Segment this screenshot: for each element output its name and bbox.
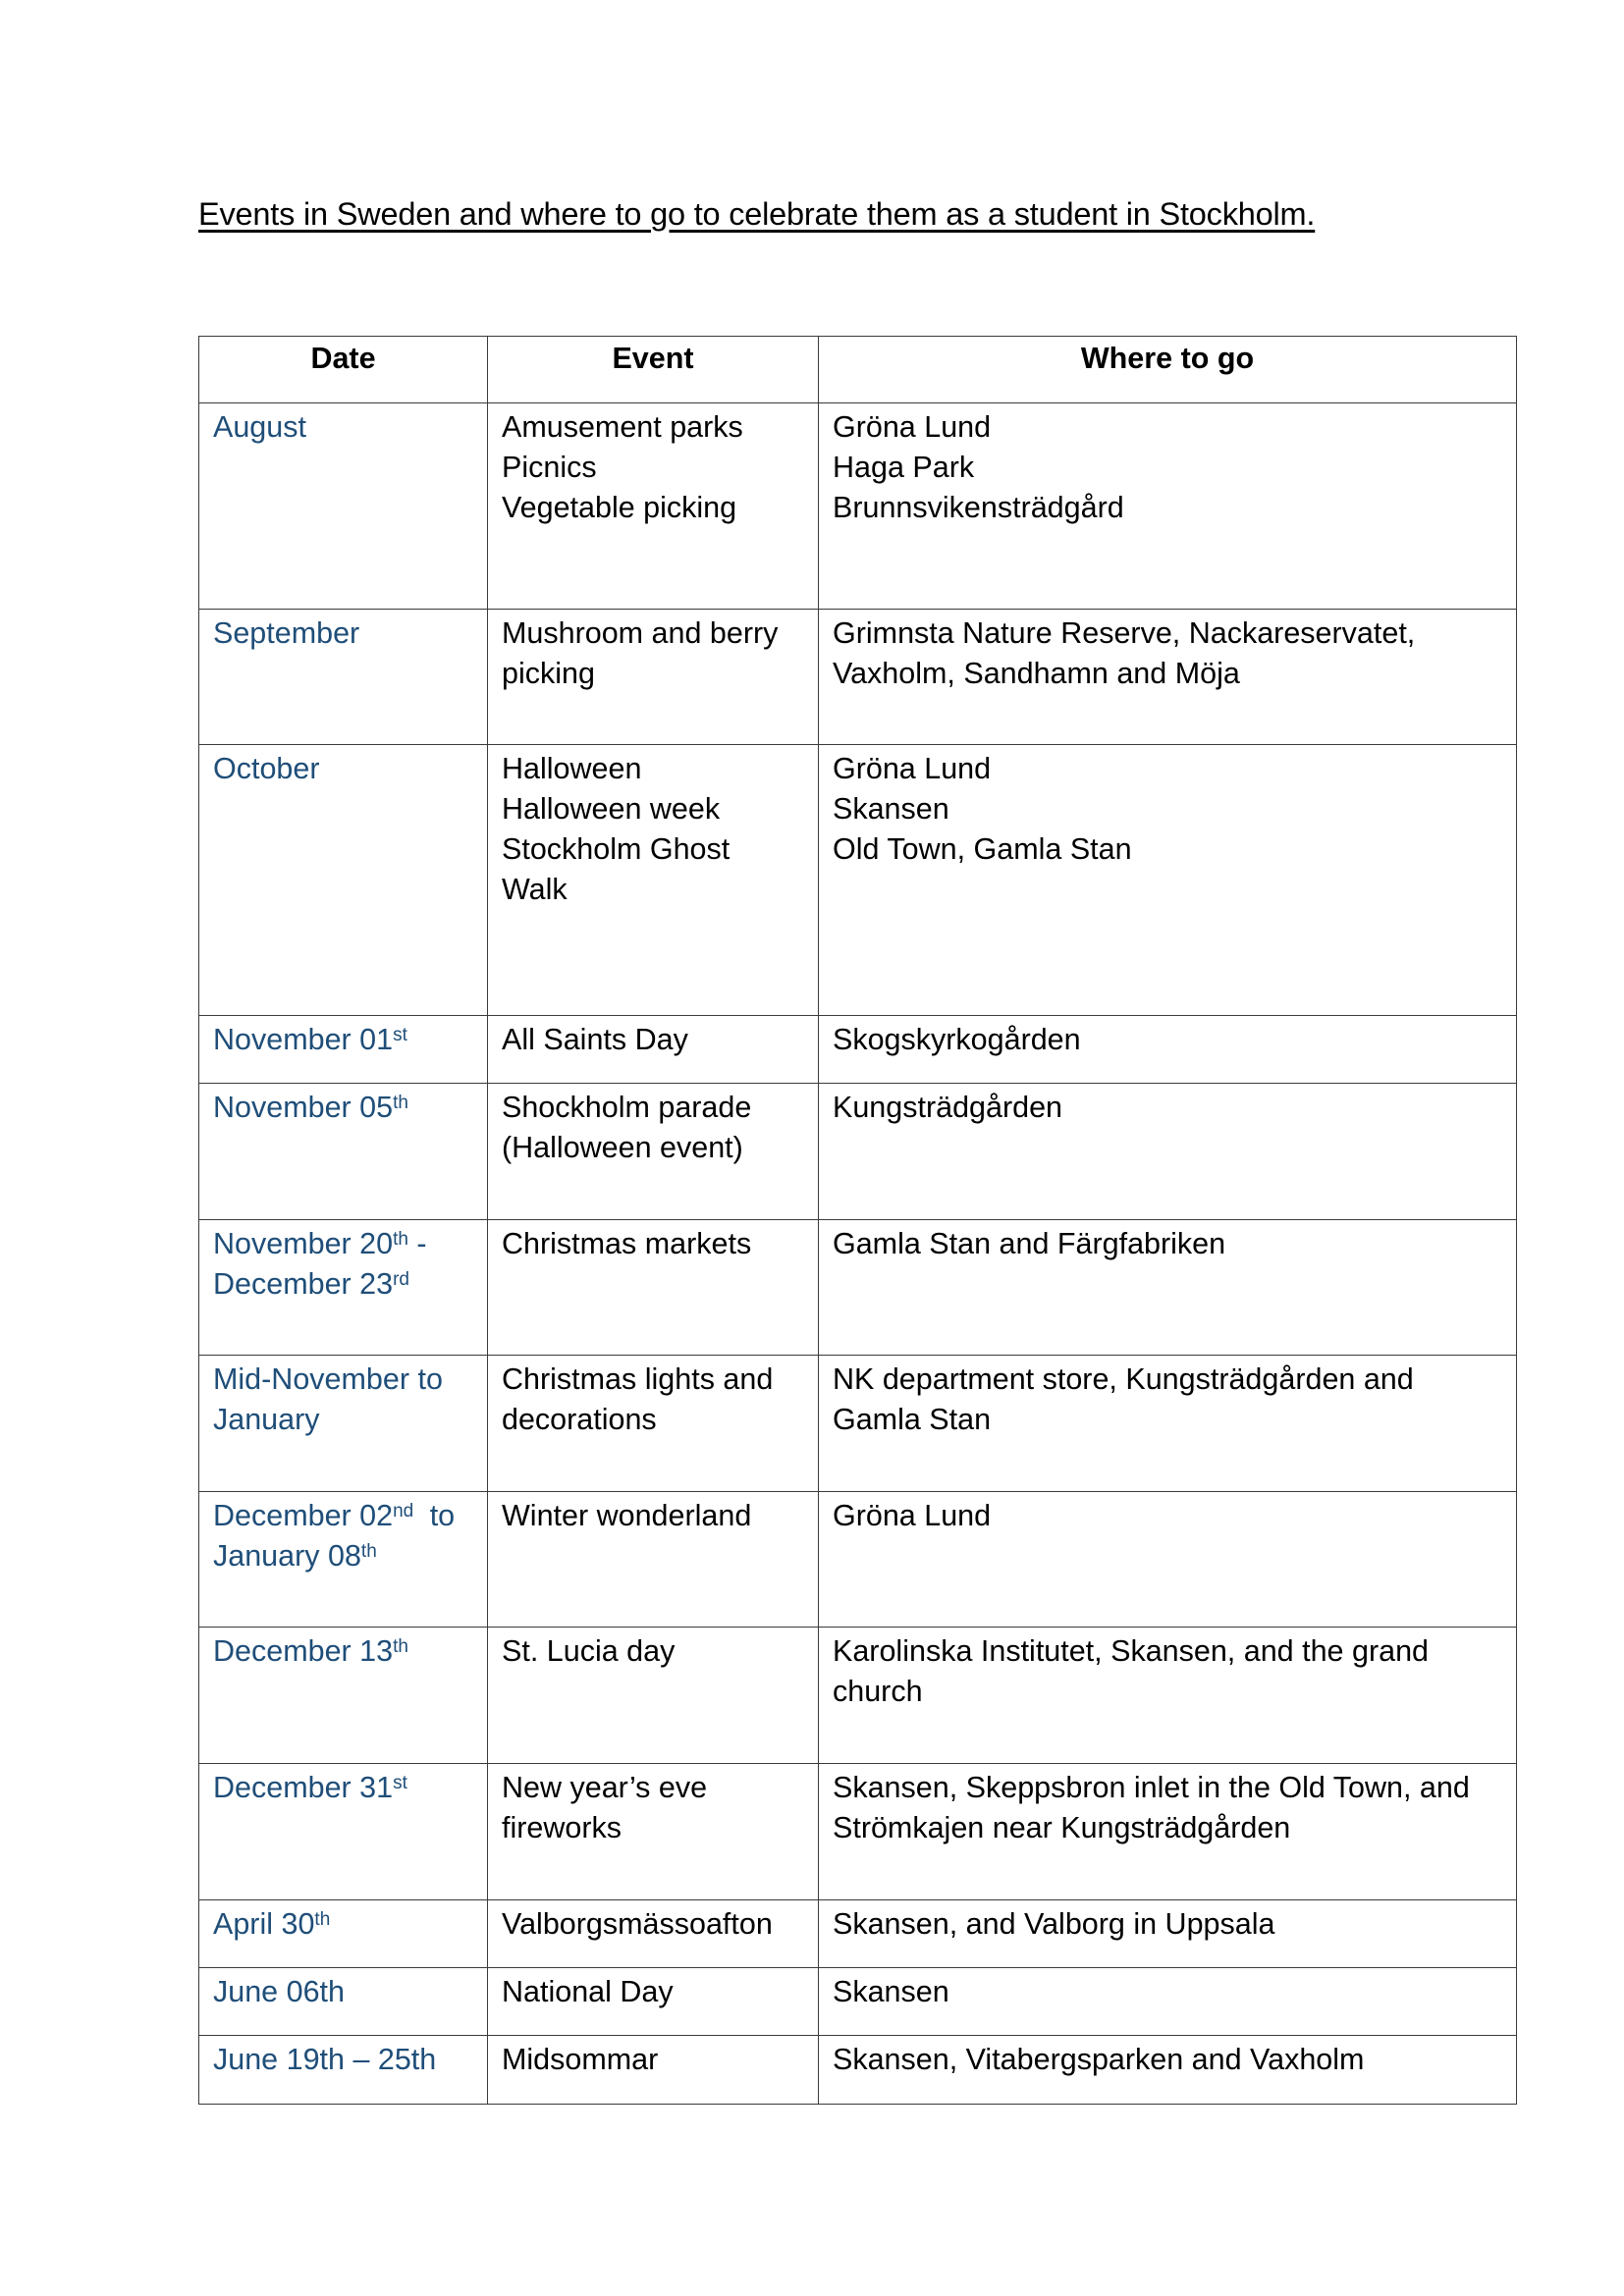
event-line: Valborgsmässoafton	[502, 1907, 773, 1941]
date-ordinal-suffix: nd	[393, 1500, 414, 1522]
table-row	[199, 1764, 1517, 1900]
date-line	[213, 614, 473, 654]
date-text: December 23	[213, 1267, 394, 1301]
date-tail: -	[407, 1227, 427, 1260]
date-text: January 08	[213, 1539, 361, 1573]
event-cell	[488, 1900, 819, 1968]
where-line: Old Town, Gamla Stan	[833, 832, 1132, 866]
event-cell	[488, 1628, 819, 1764]
event-line: Halloween	[502, 752, 642, 785]
date-line	[213, 1264, 473, 1305]
date-cell	[199, 1356, 488, 1492]
date-line	[213, 1496, 473, 1536]
table-row	[199, 1220, 1517, 1356]
where-line: Karolinska Institutet, Skansen, and the grand	[833, 1634, 1429, 1668]
where-line: Strömkajen near Kungsträdgården	[833, 1811, 1291, 1844]
date-line	[213, 749, 473, 789]
date-line	[213, 1904, 473, 1945]
table-row	[199, 1968, 1517, 2036]
date-cell	[199, 1628, 488, 1764]
date-text: December 02	[213, 1499, 394, 1532]
where-line: Gröna Lund	[833, 1499, 992, 1532]
table-row	[199, 1900, 1517, 1968]
event-line: St. Lucia day	[502, 1634, 676, 1668]
date-text: November 05	[213, 1091, 394, 1124]
where-line: Skansen	[833, 1975, 949, 2008]
where-cell	[819, 1900, 1517, 1968]
date-line	[213, 407, 473, 448]
event-cell	[488, 610, 819, 745]
event-line: Mushroom and berry	[502, 616, 779, 650]
where-line: Gröna Lund	[833, 410, 992, 444]
date-text: June 06th	[213, 1975, 345, 2008]
date-text: December 13	[213, 1634, 394, 1668]
event-line: (Halloween event)	[502, 1131, 743, 1164]
table-row	[199, 1628, 1517, 1764]
date-cell	[199, 1900, 488, 1968]
where-line: Skansen, Vitabergsparken and Vaxholm	[833, 2043, 1365, 2076]
date-cell	[199, 2036, 488, 2105]
where-cell	[819, 1628, 1517, 1764]
where-cell	[819, 610, 1517, 745]
table-row	[199, 2036, 1517, 2105]
event-line: Picnics	[502, 451, 597, 484]
date-line	[213, 1088, 473, 1128]
header-where: Where to go	[819, 337, 1517, 403]
where-cell	[819, 1016, 1517, 1084]
event-cell	[488, 1968, 819, 2036]
event-line: All Saints Day	[502, 1023, 688, 1056]
event-line: New year’s eve	[502, 1771, 708, 1804]
table-body	[199, 403, 1517, 2105]
table-row	[199, 745, 1517, 1016]
event-cell	[488, 1220, 819, 1356]
date-line	[213, 1020, 473, 1060]
event-line: fireworks	[502, 1811, 623, 1844]
where-cell	[819, 2036, 1517, 2105]
where-cell	[819, 403, 1517, 610]
date-line	[213, 1224, 473, 1264]
event-line: Halloween week	[502, 792, 721, 826]
table-row	[199, 403, 1517, 610]
date-cell	[199, 745, 488, 1016]
where-line: Gröna Lund	[833, 752, 992, 785]
event-cell	[488, 1016, 819, 1084]
where-line: Vaxholm, Sandhamn and Möja	[833, 657, 1240, 690]
date-cell	[199, 1764, 488, 1900]
date-cell	[199, 1220, 488, 1356]
date-ordinal-suffix: th	[393, 1228, 408, 1250]
where-line: Grimnsta Nature Reserve, Nackareservatet,	[833, 616, 1416, 650]
event-line: decorations	[502, 1403, 657, 1436]
event-line: Stockholm Ghost	[502, 832, 731, 866]
table-row	[199, 1356, 1517, 1492]
date-ordinal-suffix: st	[393, 1772, 407, 1793]
table-row	[199, 1016, 1517, 1084]
date-ordinal-suffix: rd	[393, 1268, 409, 1290]
date-line	[213, 1360, 473, 1400]
table-row	[199, 1084, 1517, 1220]
event-cell	[488, 1492, 819, 1628]
table-row	[199, 610, 1517, 745]
event-cell	[488, 745, 819, 1016]
event-cell	[488, 1764, 819, 1900]
date-cell	[199, 403, 488, 610]
date-tail: to	[421, 1499, 456, 1532]
date-cell	[199, 1492, 488, 1628]
date-ordinal-suffix: th	[360, 1540, 377, 1562]
where-cell	[819, 1492, 1517, 1628]
date-text: December 31	[213, 1771, 394, 1804]
date-cell	[199, 1016, 488, 1084]
page-title: Events in Sweden and where to go to celebrate them as a student in Stockholm.	[198, 196, 1316, 232]
date-text: September	[213, 616, 360, 650]
event-cell	[488, 1084, 819, 1220]
date-line	[213, 2040, 473, 2080]
table-row	[199, 1492, 1517, 1628]
date-ordinal-suffix: th	[393, 1092, 408, 1113]
date-line	[213, 1768, 473, 1808]
where-line: church	[833, 1675, 923, 1708]
where-line: Kungsträdgården	[833, 1091, 1063, 1124]
date-line	[213, 1400, 473, 1440]
where-line: Skogskyrkogården	[833, 1023, 1081, 1056]
date-text: January	[213, 1403, 320, 1436]
event-line: Vegetable picking	[502, 491, 737, 524]
event-line: Amusement parks	[502, 410, 743, 444]
where-line: Gamla Stan and Färgfabriken	[833, 1227, 1226, 1260]
where-cell	[819, 1764, 1517, 1900]
date-ordinal-suffix: st	[393, 1024, 407, 1045]
date-cell	[199, 610, 488, 745]
date-text: April 30	[213, 1907, 315, 1941]
event-cell	[488, 1356, 819, 1492]
where-line: Skansen, Skeppsbron inlet in the Old Town, and	[833, 1771, 1470, 1804]
where-line: Gamla Stan	[833, 1403, 992, 1436]
event-line: Christmas lights and	[502, 1362, 774, 1396]
where-cell	[819, 1968, 1517, 2036]
where-cell	[819, 1220, 1517, 1356]
where-line: NK department store, Kungsträdgården and	[833, 1362, 1414, 1396]
date-text: August	[213, 410, 306, 444]
date-line	[213, 1631, 473, 1672]
event-line: Winter wonderland	[502, 1499, 752, 1532]
date-text: November 01	[213, 1023, 394, 1056]
where-cell	[819, 1356, 1517, 1492]
header-event: Event	[488, 337, 819, 403]
date-text: October	[213, 752, 320, 785]
date-text: November 20	[213, 1227, 394, 1260]
event-cell	[488, 2036, 819, 2105]
where-line: Brunnsvikensträdgård	[833, 491, 1124, 524]
header-date: Date	[199, 337, 488, 403]
where-line: Skansen, and Valborg in Uppsala	[833, 1907, 1275, 1941]
where-line: Skansen	[833, 792, 949, 826]
event-line: Midsommar	[502, 2043, 659, 2076]
event-cell	[488, 403, 819, 610]
date-line	[213, 1536, 473, 1576]
event-line: Shockholm parade	[502, 1091, 752, 1124]
where-cell	[819, 745, 1517, 1016]
event-line: Christmas markets	[502, 1227, 752, 1260]
date-ordinal-suffix: th	[393, 1635, 408, 1657]
where-line: Haga Park	[833, 451, 975, 484]
date-ordinal-suffix: th	[314, 1908, 331, 1930]
event-line: Walk	[502, 873, 568, 906]
date-cell	[199, 1968, 488, 2036]
date-text: Mid-November to	[213, 1362, 443, 1396]
date-cell	[199, 1084, 488, 1220]
where-cell	[819, 1084, 1517, 1220]
events-table	[198, 336, 1517, 2105]
date-line	[213, 1972, 473, 2012]
date-text: June 19th – 25th	[213, 2043, 437, 2076]
event-line: picking	[502, 657, 595, 690]
event-line: National Day	[502, 1975, 674, 2008]
table-header-row	[199, 337, 1517, 403]
